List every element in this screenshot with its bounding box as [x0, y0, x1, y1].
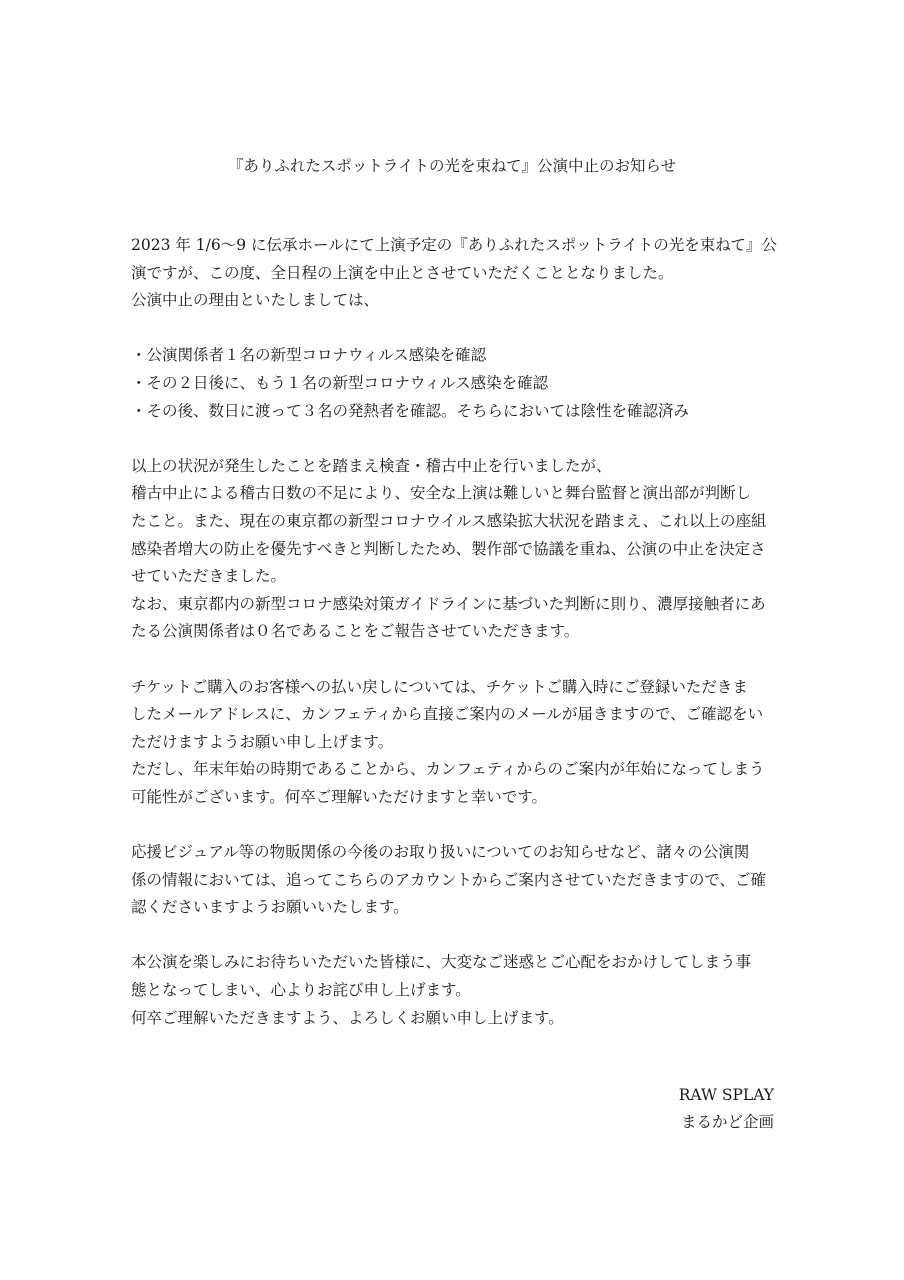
- paragraph-line: 態となってしまい、心よりお詫び申し上げます。: [131, 981, 471, 1000]
- paragraph-line: 認くださいますようお願いいたします。: [131, 898, 409, 917]
- paragraph-line: ただし、年末年始の時期であることから、カンフェティからのご案内が年始になってしまう: [131, 760, 765, 779]
- paragraph-line: 公演中止の理由といたしましては、: [131, 291, 380, 310]
- document-title: 『ありふれたスポットライトの光を束ねて』公演中止のお知らせ: [227, 157, 677, 175]
- paragraph-announcement: [131, 232, 781, 315]
- signature-organizer: まるかど企画: [680, 1113, 774, 1131]
- paragraph-line: 2023 年 1/6〜9 に伝承ホールにて上演予定の『ありふれたスポットライトの光を束ねて』公: [131, 236, 777, 254]
- paragraph-line: 以上の状況が発生したことを踏まえ検査・稽古中止を行いましたが、: [131, 456, 612, 475]
- paragraph-line: 感染者増大の防止を優先すべきと判断したため、製作部で協議を重ね、公演の中止を決定さ: [131, 539, 766, 558]
- paragraph-line: たる公演関係者は０名であることをご報告させていただきます。: [131, 622, 580, 641]
- document-body: [131, 232, 781, 1060]
- paragraph-line: 可能性がございます。何卒ご理解いただけますと幸いです。: [131, 787, 548, 806]
- paragraph-line: 応援ビジュアル等の物販関係の今後のお取り扱いについてのお知らせなど、諸々の公演関: [131, 843, 750, 862]
- paragraph-apology: [131, 949, 781, 1032]
- paragraph-line: ただけますようお願い申し上げます。: [131, 732, 394, 751]
- paragraph-line: せていただきました。: [131, 567, 287, 586]
- paragraph-refund: [131, 674, 781, 812]
- paragraph-line: したメールアドレスに、カンフェティから直接ご案内のメールが届きますので、ご確認をい: [131, 705, 764, 724]
- paragraph-line: なお、東京都内の新型コロナ感染対策ガイドラインに基づいた判断に則り、濃厚接触者にあ: [131, 594, 766, 613]
- signature-company: RAW SPLAY: [678, 1086, 774, 1104]
- paragraph-line: 稽古中止による稽古日数の不足により、安全な上演は難しいと舞台監督と演出部が判断し: [131, 484, 752, 503]
- paragraph-line: 何卒ご理解いただきますよう、よろしくお願い申し上げます。: [131, 1008, 564, 1027]
- list-item: ・その後、数日に渡って３名の発熱者を確認。そちらにおいては陰性を確認済み: [131, 401, 690, 420]
- paragraph-line: 本公演を楽しみにお待ちいただいた皆様に、大変なご迷惑とご心配をおかけしてしまう事: [131, 953, 752, 972]
- signature-block: [679, 1082, 774, 1136]
- paragraph-merchandise: [131, 839, 781, 922]
- list-item: ・公演関係者１名の新型コロナウィルス感染を確認: [131, 346, 487, 365]
- paragraph-line: チケットご購入のお客様への払い戻しについては、チケットご購入時にご登録いただきま: [131, 677, 748, 696]
- paragraph-line: たこと。また、現在の東京都の新型コロナウイルス感染拡大状況を踏まえ、これ以上の座組: [131, 511, 767, 530]
- paragraph-line: 係の情報においては、追ってこちらのアカウントからご案内させていただきますので、ご確: [131, 870, 767, 889]
- paragraph-reasons-list: [131, 342, 781, 425]
- paragraph-decision: [131, 453, 781, 646]
- list-item: ・その２日後に、もう１名の新型コロナウィルス感染を確認: [131, 373, 549, 392]
- paragraph-line: 演ですが、この度、全日程の上演を中止とさせていただくこととなりました。: [131, 263, 674, 282]
